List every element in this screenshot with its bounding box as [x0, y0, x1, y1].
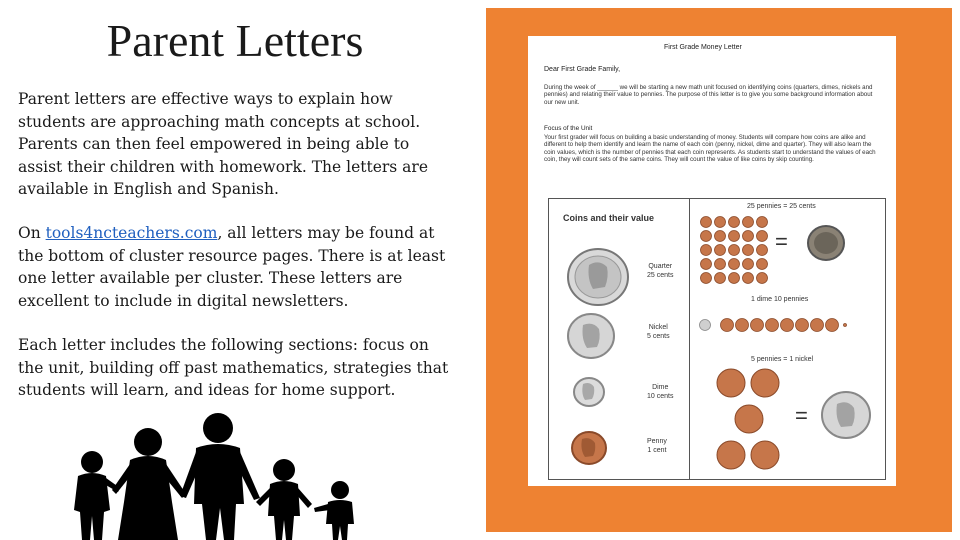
coins-chart	[548, 198, 886, 480]
letter-greeting: Dear First Grade Family,	[544, 66, 621, 73]
dime-name: Dime	[652, 384, 669, 391]
equals-sign-1: =	[775, 229, 788, 254]
dime-coin-icon	[571, 375, 607, 409]
page-title: Parent Letters	[106, 15, 364, 66]
five-pennies-icon	[711, 367, 787, 473]
tools4ncteachers-link[interactable]: tools4ncteachers.com	[45, 224, 218, 242]
dime-label	[647, 383, 673, 401]
equals-sign-2: =	[795, 403, 808, 428]
pennies-grid-icon	[699, 215, 769, 285]
coins-divider	[689, 199, 690, 479]
family-silhouette-image	[60, 412, 400, 540]
penny-coin-icon	[569, 429, 609, 467]
nickel-value: 5 cents	[647, 333, 670, 340]
penny-label	[647, 437, 667, 455]
nickel-label	[647, 323, 670, 341]
website-paragraph	[18, 222, 458, 312]
letter-paragraph-1: During the week of ______ we will be starting a new math unit focused on identifying coins (quarters, dimes, nickels and pennies) and relating their value to pennies. The purpose of this letter is to give you some background information about our new unit.	[544, 84, 873, 106]
quarter-value: 25 cents	[647, 272, 674, 279]
sections-paragraph: Each letter includes the following sections: focus on the unit, building off past mathematics, strategies that students will learn, and ideas for home support.	[18, 336, 449, 399]
letter-title: First Grade Money Letter	[664, 44, 742, 51]
nickel-result-coin-icon	[819, 389, 873, 441]
letter-paragraph-2: Your first grader will focus on building a basic understanding of money. Students will compare how coins are alike and different to help them identify and learn the name of each coin (penny, nickel, dime and quarter). They will also learn the coin values, which is the number of pennies that each coin represents. As students start to understand the values of each coin, they will count sets of the same coins. They will count the value of like coins by skip counting.	[544, 134, 876, 164]
equation-pennies-cents: 25 pennies = 25 cents	[747, 203, 816, 210]
quarter-back-coin-icon	[805, 223, 847, 263]
equation-dime-pennies: 1 dime 10 pennies	[751, 296, 809, 303]
penny-name: Penny	[647, 438, 667, 445]
dime-value: 10 cents	[647, 393, 674, 400]
website-suffix: , all letters may be found at the bottom of cluster resource pages. There is at least one letter available per cluster. These letters are excellent to include in digital newsletters.	[18, 224, 446, 310]
dime-pennies-row-icon	[697, 317, 847, 333]
penny-value: 1 cent	[647, 447, 667, 454]
letter-focus-heading: Focus of the Unit	[544, 125, 593, 132]
quarter-name: Quarter	[648, 263, 673, 270]
website-prefix: On	[18, 224, 46, 242]
money-letter-image	[528, 36, 896, 486]
coins-heading: Coins and their value	[563, 213, 655, 223]
quarter-label	[647, 262, 673, 280]
equation-pennies-nickel: 5 pennies = 1 nickel	[751, 356, 814, 363]
intro-paragraph: Parent letters are effective ways to explain how students are approaching math concepts at school. Parents can then feel empowered in being able to assist their children with homework. The letters are available in English and Spanish.	[18, 90, 428, 198]
nickel-name: Nickel	[648, 324, 668, 331]
quarter-coin-icon	[563, 247, 633, 307]
nickel-coin-icon	[565, 311, 617, 361]
